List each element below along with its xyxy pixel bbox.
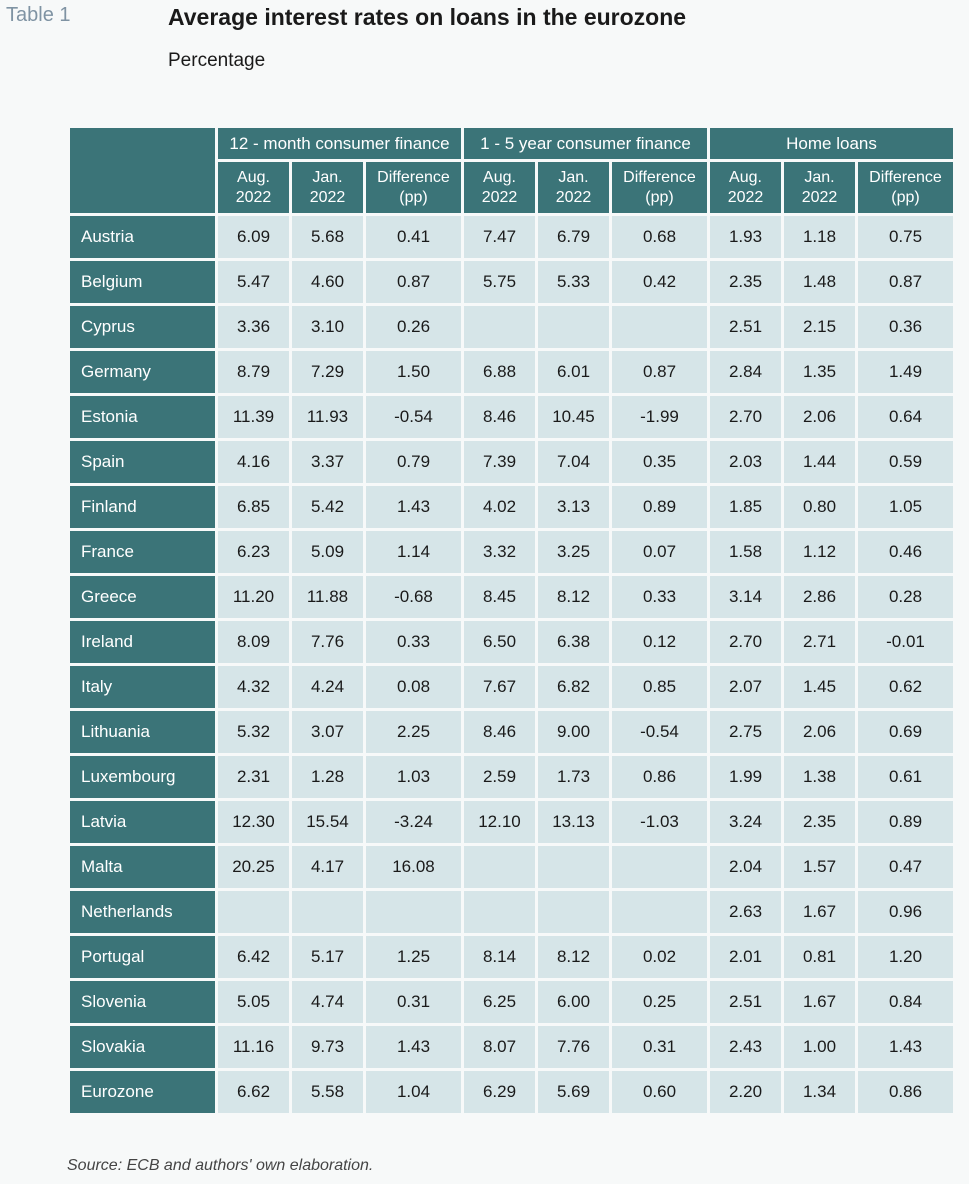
value-cell: 1.05 (858, 486, 953, 528)
column-header-line: 2022 (309, 188, 346, 206)
table-row (70, 756, 953, 798)
value-cell: -0.54 (612, 711, 707, 753)
country-cell: Slovenia (70, 981, 215, 1023)
table-row (70, 1071, 953, 1113)
country-cell: Italy (70, 666, 215, 708)
value-cell: 0.86 (858, 1071, 953, 1113)
value-cell: 1.14 (366, 531, 461, 573)
country-cell: Slovakia (70, 1026, 215, 1068)
value-cell: 6.62 (218, 1071, 289, 1113)
value-cell: 1.04 (366, 1071, 461, 1113)
value-cell: 1.20 (858, 936, 953, 978)
column-header-line: (pp) (399, 188, 428, 206)
value-cell: 5.69 (538, 1071, 609, 1113)
value-cell: 0.75 (858, 216, 953, 258)
value-cell: -3.24 (366, 801, 461, 843)
value-cell: 2.75 (710, 711, 781, 753)
country-cell: Latvia (70, 801, 215, 843)
value-cell (538, 846, 609, 888)
value-cell: 5.58 (292, 1071, 363, 1113)
value-cell: 0.33 (612, 576, 707, 618)
table-row (70, 981, 953, 1023)
value-cell (292, 891, 363, 933)
table-row (70, 801, 953, 843)
value-cell: 0.80 (784, 486, 855, 528)
group-header: 12 - month consumer finance (218, 128, 461, 159)
table-row (70, 306, 953, 348)
value-cell: 2.84 (710, 351, 781, 393)
value-cell: 1.58 (710, 531, 781, 573)
value-cell: 7.47 (464, 216, 535, 258)
country-cell: France (70, 531, 215, 573)
country-cell: Spain (70, 441, 215, 483)
value-cell: 8.46 (464, 711, 535, 753)
value-cell: 4.02 (464, 486, 535, 528)
column-header-line: Difference (377, 168, 450, 186)
value-cell: 5.05 (218, 981, 289, 1023)
value-cell: 1.57 (784, 846, 855, 888)
value-cell: 4.17 (292, 846, 363, 888)
value-cell: 0.25 (612, 981, 707, 1023)
value-cell: 6.23 (218, 531, 289, 573)
value-cell: 15.54 (292, 801, 363, 843)
value-cell: 6.42 (218, 936, 289, 978)
value-cell: 0.02 (612, 936, 707, 978)
column-header (464, 162, 535, 213)
page-subtitle: Percentage (168, 50, 266, 71)
value-cell: 11.20 (218, 576, 289, 618)
value-cell: 1.00 (784, 1026, 855, 1068)
value-cell: 4.60 (292, 261, 363, 303)
value-cell: 1.99 (710, 756, 781, 798)
table-row (70, 441, 953, 483)
table-row (70, 486, 953, 528)
value-cell: 8.12 (538, 936, 609, 978)
value-cell: 20.25 (218, 846, 289, 888)
value-cell: 2.35 (710, 261, 781, 303)
value-cell: 1.50 (366, 351, 461, 393)
value-cell: 6.82 (538, 666, 609, 708)
value-cell: 2.70 (710, 621, 781, 663)
value-cell: 13.13 (538, 801, 609, 843)
column-header (710, 162, 781, 213)
value-cell: 0.87 (858, 261, 953, 303)
value-cell: 0.69 (858, 711, 953, 753)
value-cell: 8.45 (464, 576, 535, 618)
column-header (366, 162, 461, 213)
value-cell: 7.29 (292, 351, 363, 393)
value-cell: 7.76 (538, 1026, 609, 1068)
table-row (70, 531, 953, 573)
value-cell: 8.09 (218, 621, 289, 663)
value-cell: 6.85 (218, 486, 289, 528)
value-cell: 2.06 (784, 711, 855, 753)
column-header-line: Aug. (729, 168, 762, 186)
value-cell: 5.17 (292, 936, 363, 978)
value-cell: 0.62 (858, 666, 953, 708)
value-cell: 2.20 (710, 1071, 781, 1113)
value-cell: 6.79 (538, 216, 609, 258)
value-cell: 1.44 (784, 441, 855, 483)
value-cell: 3.24 (710, 801, 781, 843)
source-note: Source: ECB and authors' own elaboration. (67, 1157, 374, 1174)
value-cell: 12.30 (218, 801, 289, 843)
value-cell: 10.45 (538, 396, 609, 438)
value-cell: 3.13 (538, 486, 609, 528)
country-cell: Cyprus (70, 306, 215, 348)
value-cell: 1.43 (858, 1026, 953, 1068)
value-cell: 2.07 (710, 666, 781, 708)
value-cell: 4.24 (292, 666, 363, 708)
value-cell (612, 846, 707, 888)
country-cell: Eurozone (70, 1071, 215, 1113)
value-cell: 1.18 (784, 216, 855, 258)
value-cell: 6.09 (218, 216, 289, 258)
value-cell: 0.35 (612, 441, 707, 483)
country-cell: Finland (70, 486, 215, 528)
value-cell: 1.45 (784, 666, 855, 708)
country-cell: Malta (70, 846, 215, 888)
value-cell: 6.88 (464, 351, 535, 393)
value-cell: 6.25 (464, 981, 535, 1023)
value-cell: 0.85 (612, 666, 707, 708)
value-cell: 7.04 (538, 441, 609, 483)
country-cell: Estonia (70, 396, 215, 438)
value-cell: 1.93 (710, 216, 781, 258)
value-cell: 6.01 (538, 351, 609, 393)
table-row (70, 261, 953, 303)
country-cell: Luxembourg (70, 756, 215, 798)
column-header-line: Aug. (237, 168, 270, 186)
value-cell: 11.39 (218, 396, 289, 438)
value-cell: 0.28 (858, 576, 953, 618)
table-row (70, 351, 953, 393)
value-cell: 2.59 (464, 756, 535, 798)
table-row (70, 1026, 953, 1068)
table-row (70, 621, 953, 663)
value-cell: 8.46 (464, 396, 535, 438)
value-cell: 8.07 (464, 1026, 535, 1068)
value-cell: -0.01 (858, 621, 953, 663)
value-cell: 0.59 (858, 441, 953, 483)
value-cell: 0.64 (858, 396, 953, 438)
table-row (70, 936, 953, 978)
value-cell: 2.63 (710, 891, 781, 933)
value-cell: 1.28 (292, 756, 363, 798)
value-cell (366, 891, 461, 933)
table-row (70, 576, 953, 618)
value-cell: 1.03 (366, 756, 461, 798)
group-header: Home loans (710, 128, 953, 159)
value-cell: 2.25 (366, 711, 461, 753)
value-cell: 8.14 (464, 936, 535, 978)
value-cell: 0.33 (366, 621, 461, 663)
value-cell: 0.07 (612, 531, 707, 573)
value-cell: 2.31 (218, 756, 289, 798)
value-cell: 6.50 (464, 621, 535, 663)
value-cell: 2.51 (710, 981, 781, 1023)
table-row (70, 396, 953, 438)
value-cell: 2.03 (710, 441, 781, 483)
value-cell: 4.74 (292, 981, 363, 1023)
column-header (784, 162, 855, 213)
value-cell (464, 846, 535, 888)
column-header-line: Difference (869, 168, 942, 186)
value-cell: -1.99 (612, 396, 707, 438)
value-cell: 8.12 (538, 576, 609, 618)
value-cell: 1.48 (784, 261, 855, 303)
country-cell: Austria (70, 216, 215, 258)
column-header-line: Aug. (483, 168, 516, 186)
value-cell: 2.01 (710, 936, 781, 978)
value-cell: 5.75 (464, 261, 535, 303)
column-header (858, 162, 953, 213)
value-cell: 3.25 (538, 531, 609, 573)
table-row (70, 216, 953, 258)
value-cell: 0.87 (612, 351, 707, 393)
value-cell: 2.70 (710, 396, 781, 438)
column-header-line: 2022 (555, 188, 592, 206)
country-cell: Greece (70, 576, 215, 618)
value-cell: 8.79 (218, 351, 289, 393)
value-cell: 11.88 (292, 576, 363, 618)
value-cell: 2.43 (710, 1026, 781, 1068)
country-cell: Germany (70, 351, 215, 393)
value-cell: 6.29 (464, 1071, 535, 1113)
value-cell: 0.79 (366, 441, 461, 483)
value-cell: 6.00 (538, 981, 609, 1023)
value-cell: 1.35 (784, 351, 855, 393)
value-cell: 0.86 (612, 756, 707, 798)
value-cell: 11.16 (218, 1026, 289, 1068)
value-cell: 7.76 (292, 621, 363, 663)
column-header (538, 162, 609, 213)
column-header (218, 162, 289, 213)
value-cell: 9.00 (538, 711, 609, 753)
column-header-line: 2022 (727, 188, 764, 206)
value-cell: 0.36 (858, 306, 953, 348)
value-cell: 2.06 (784, 396, 855, 438)
value-cell: 7.39 (464, 441, 535, 483)
value-cell: 0.46 (858, 531, 953, 573)
page-title: Average interest rates on loans in the eurozone (168, 4, 687, 30)
column-header-line: Jan. (558, 168, 589, 186)
table-row (70, 846, 953, 888)
value-cell: 12.10 (464, 801, 535, 843)
country-cell: Ireland (70, 621, 215, 663)
value-cell: 0.42 (612, 261, 707, 303)
value-cell: 3.07 (292, 711, 363, 753)
value-cell: 0.41 (366, 216, 461, 258)
value-cell: 2.04 (710, 846, 781, 888)
value-cell: 0.87 (366, 261, 461, 303)
value-cell: 1.85 (710, 486, 781, 528)
value-cell (612, 306, 707, 348)
table-row (70, 711, 953, 753)
country-cell: Belgium (70, 261, 215, 303)
value-cell: 5.68 (292, 216, 363, 258)
value-cell: 0.68 (612, 216, 707, 258)
value-cell: -0.54 (366, 396, 461, 438)
country-cell: Netherlands (70, 891, 215, 933)
value-cell: 0.12 (612, 621, 707, 663)
value-cell: 1.73 (538, 756, 609, 798)
country-cell: Portugal (70, 936, 215, 978)
group-header: 1 - 5 year consumer finance (464, 128, 707, 159)
column-header-line: Jan. (312, 168, 343, 186)
value-cell: 3.14 (710, 576, 781, 618)
value-cell: 3.32 (464, 531, 535, 573)
value-cell: 5.42 (292, 486, 363, 528)
column-header-line: 2022 (801, 188, 838, 206)
value-cell: 0.84 (858, 981, 953, 1023)
value-cell: 3.10 (292, 306, 363, 348)
table-label: Table 1 (6, 4, 71, 26)
value-cell (538, 306, 609, 348)
table-row (70, 891, 953, 933)
value-cell: 2.51 (710, 306, 781, 348)
column-header-line: 2022 (235, 188, 272, 206)
column-header (292, 162, 363, 213)
value-cell: 5.32 (218, 711, 289, 753)
column-header-line: (pp) (891, 188, 920, 206)
value-cell (464, 306, 535, 348)
value-cell: 7.67 (464, 666, 535, 708)
value-cell: 1.67 (784, 891, 855, 933)
value-cell: 5.47 (218, 261, 289, 303)
value-cell (538, 891, 609, 933)
value-cell (218, 891, 289, 933)
column-header-line: 2022 (481, 188, 518, 206)
value-cell: 4.16 (218, 441, 289, 483)
interest-rates-table (67, 125, 956, 1116)
value-cell: 0.89 (858, 801, 953, 843)
value-cell: 16.08 (366, 846, 461, 888)
value-cell: 4.32 (218, 666, 289, 708)
value-cell: 2.71 (784, 621, 855, 663)
value-cell: 1.34 (784, 1071, 855, 1113)
value-cell: 0.31 (366, 981, 461, 1023)
table-row (70, 666, 953, 708)
value-cell: 0.60 (612, 1071, 707, 1113)
value-cell: 2.86 (784, 576, 855, 618)
column-header-line: Jan. (804, 168, 835, 186)
column-header (612, 162, 707, 213)
value-cell: 0.08 (366, 666, 461, 708)
value-cell (464, 891, 535, 933)
value-cell: 1.67 (784, 981, 855, 1023)
value-cell: 2.15 (784, 306, 855, 348)
value-cell: 5.33 (538, 261, 609, 303)
column-header-line: (pp) (645, 188, 674, 206)
value-cell: 0.96 (858, 891, 953, 933)
value-cell: -0.68 (366, 576, 461, 618)
table-corner (70, 128, 215, 213)
value-cell: 1.43 (366, 486, 461, 528)
value-cell: 9.73 (292, 1026, 363, 1068)
value-cell: 0.47 (858, 846, 953, 888)
value-cell: 0.26 (366, 306, 461, 348)
value-cell (612, 891, 707, 933)
value-cell: 0.31 (612, 1026, 707, 1068)
value-cell: 11.93 (292, 396, 363, 438)
value-cell: 1.25 (366, 936, 461, 978)
value-cell: 0.61 (858, 756, 953, 798)
value-cell: 0.89 (612, 486, 707, 528)
country-cell: Lithuania (70, 711, 215, 753)
value-cell: 1.43 (366, 1026, 461, 1068)
value-cell: 1.12 (784, 531, 855, 573)
value-cell: 6.38 (538, 621, 609, 663)
value-cell: 3.37 (292, 441, 363, 483)
value-cell: 5.09 (292, 531, 363, 573)
value-cell: 3.36 (218, 306, 289, 348)
value-cell: 1.38 (784, 756, 855, 798)
column-header-line: Difference (623, 168, 696, 186)
value-cell: 2.35 (784, 801, 855, 843)
value-cell: 0.81 (784, 936, 855, 978)
value-cell: 1.49 (858, 351, 953, 393)
value-cell: -1.03 (612, 801, 707, 843)
